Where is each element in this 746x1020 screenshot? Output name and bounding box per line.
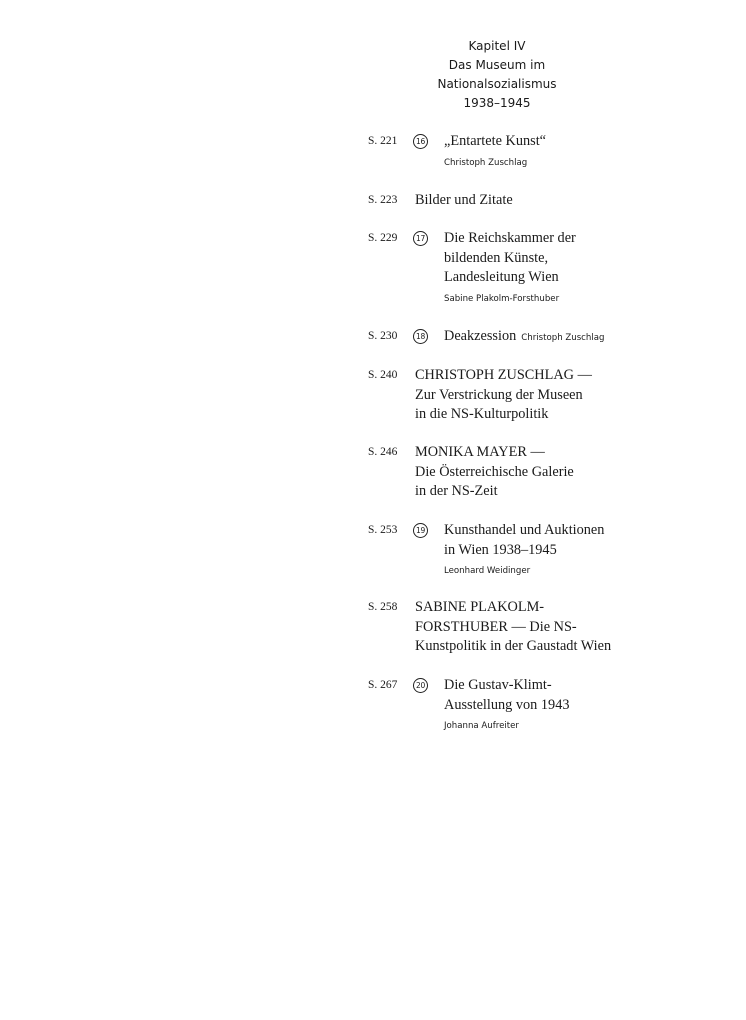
- page-number: S. 258: [368, 601, 398, 613]
- entry-title-line: Die Österreichische Galerie: [415, 463, 574, 480]
- entry-title-line: SABINE PLAKOLM-: [415, 599, 545, 615]
- chapter-title-line-2: Nationalsozialismus: [437, 77, 557, 91]
- page-number: S. 223: [368, 194, 398, 206]
- chapter-heading: [397, 37, 597, 113]
- entry-author: Sabine Plakolm-Forsthuber: [444, 293, 560, 304]
- entry-title-line: „Entartete Kunst“: [444, 133, 547, 149]
- chapter-number-badge: 16: [413, 134, 428, 149]
- entry-title-line: Kunsthandel und Auktionen: [444, 522, 605, 538]
- entry-title-line: Kunstpolitik in der Gaustadt Wien: [415, 638, 612, 654]
- entry-title-line: bildenden Künste,: [444, 249, 549, 266]
- entry-author: Leonhard Weidinger: [444, 566, 531, 576]
- chapter-number-badge: 20: [413, 678, 428, 693]
- page-number: S. 253: [368, 524, 398, 536]
- entry-title-line: Ausstellung von 1943: [444, 696, 570, 713]
- page-number: S. 229: [368, 232, 398, 244]
- entry-title-line: FORSTHUBER — Die NS-: [415, 618, 577, 635]
- page-number: S. 267: [368, 679, 398, 691]
- entry-title-line: Deakzession: [444, 328, 517, 344]
- entry-author: Christoph Zuschlag: [444, 157, 528, 168]
- entry-title-line: MONIKA MAYER —: [415, 444, 545, 460]
- page-number: S. 221: [368, 135, 398, 147]
- chapter-title-line-1: Das Museum im: [448, 58, 546, 72]
- entry-title-line: Zur Verstrickung der Museen: [415, 386, 583, 403]
- entry-title-line: in die NS-Kulturpolitik: [415, 406, 549, 422]
- entry-title-line: in der NS-Zeit: [415, 483, 498, 499]
- entry-title-line: Die Reichskammer der: [444, 230, 576, 246]
- chapter-years: 1938–1945: [463, 96, 531, 110]
- chapter-number-badge: 19: [413, 523, 428, 538]
- entry-title-line: Die Gustav-Klimt-: [444, 677, 552, 693]
- entry-title-line: Bilder und Zitate: [415, 192, 513, 208]
- entry-title-line: CHRISTOPH ZUSCHLAG —: [415, 367, 592, 383]
- chapter-number-badge: 17: [413, 231, 428, 246]
- page-number: S. 230: [368, 330, 398, 342]
- entry-title-line: in Wien 1938–1945: [444, 541, 557, 558]
- page-number: S. 240: [368, 369, 398, 381]
- page-number: S. 246: [368, 446, 398, 458]
- entry-title-line: Landesleitung Wien: [444, 269, 559, 285]
- chapter-label: Kapitel IV: [468, 39, 526, 53]
- entry-author: Christoph Zuschlag: [521, 333, 605, 343]
- entry-author: Johanna Aufreiter: [444, 721, 519, 731]
- chapter-number-badge: 18: [413, 329, 428, 344]
